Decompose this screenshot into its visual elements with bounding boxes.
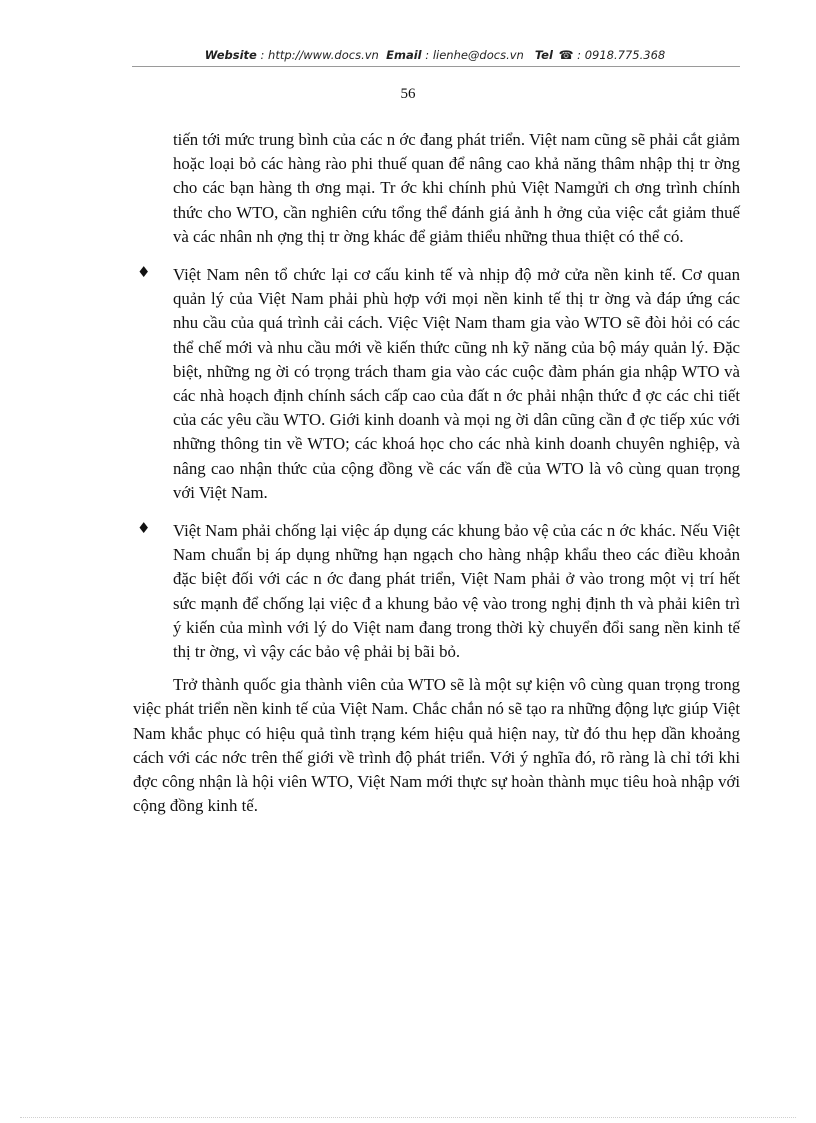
phone-icon: ☎ [558,48,574,62]
bullet-item [133,519,740,664]
paragraph-continued: tiến tới mức trung bình của các n ớc đang phát triển. Việt nam cũng sẽ phải cắt giảm hoặc loại bỏ các hàng rào phi thuế quan để nâng cao khả năng thâm nhập thị tr ờng cho các bạn hàng th ơng mại. Tr ớc khi chính phủ Việt Namgửi ch ơng trình chính thức cho WTO, cần nghiên cứu tổng thể đánh giá ảnh h ởng của việc cắt giảm thuế và các nhân nh ợng thị tr ờng khác để giảm thiểu những thua thiệt có thể có. [173,130,740,246]
header-divider [132,66,740,67]
page-number: 56 [400,86,416,102]
bullet-text: Việt Nam nên tổ chức lại cơ cấu kinh tế và nhịp độ mở cửa nền kinh tế. Cơ quan quản lý của Việt Nam phải phù hợp với mọi nền kinh tế thị tr ờng và đáp ứng các nhu cầu của quá trình cải cách. Việc Việt Nam tham gia vào WTO sẽ đòi hỏi có các thể chế mới và nhu cầu mới về kiến thức cũng nh kỹ năng của bộ máy quản lý. Đặc biệt, những ng ời có trọng trách tham gia vào các cuộc đàm phán gia nhập WTO và các nhà hoạch định chính sách cấp cao của đất n ớc phải nhận thức đ ợc các chi tiết của các yêu cầu WTO. Giới kinh doanh và mọi ng ời dân cũng cần đ ợc tiếp xúc với những thông tin về WTO; các khoá học cho các nhà kinh doanh chuyên nghiệp, và nâng cao nhận thức của cộng đồng về các vấn đề của WTO là vô cùng quan trọng với Việt Nam. [173,265,740,502]
paragraph-conclusion: Trở thành quốc gia thành viên của WTO sẽ là một sự kiện vô cùng quan trọng trong việc phát triển nền kinh tế của Việt Nam. Chắc chắn nó sẽ tạo ra những động lực giúp Việt Nam khắc phục có hiệu quả tình trạng kém hiệu quả hiện nay, từ đó thu hẹp dần khoảng cách với các nớc trên thế giới về trình độ phát triển. Với ý nghĩa đó, rõ ràng là chỉ tới khi đợc công nhận là hội viên WTO, Việt Nam mới thực sự hoàn thành mục tiêu hoà nhập với cộng đồng kinh tế. [133,675,740,816]
website-label: Website [204,48,257,62]
diamond-bullet-icon: ♦ [137,263,151,282]
document-body [133,128,740,818]
tel-label: Tel [534,48,553,62]
email-label: Email [386,48,422,62]
diamond-bullet-icon: ♦ [137,519,151,538]
bullet-item [133,263,740,505]
website-link[interactable]: http://www.docs.vn [268,48,379,62]
bullet-text: Việt Nam phải chống lại việc áp dụng các khung bảo vệ của các n ớc khác. Nếu Việt Nam chuẩn bị áp dụng những hạn ngạch cho hàng nhập khẩu theo các điều khoản đặc biệt đối với các n ớc đang phát triển, Việt Nam phải ở vào trong một vị trí hết sức mạnh để chống lại việc đ a khung bảo vệ vào trong nghị định th và phải kiên trì ý kiến của mình với lý do Việt nam đang trong thời kỳ chuyển đổi sang nền kinh tế thị tr ờng, vì vậy các bảo vệ phải bị bãi bỏ. [173,521,740,662]
tel-value: 0918.775.368 [584,48,666,62]
footer-divider [20,1117,796,1118]
page-header: Website : http://www.docs.vn Email : lienhe@docs.vn Tel ☎ : 0918.775.368 [204,48,666,62]
email-link[interactable]: lienhe@docs.vn [432,48,524,62]
